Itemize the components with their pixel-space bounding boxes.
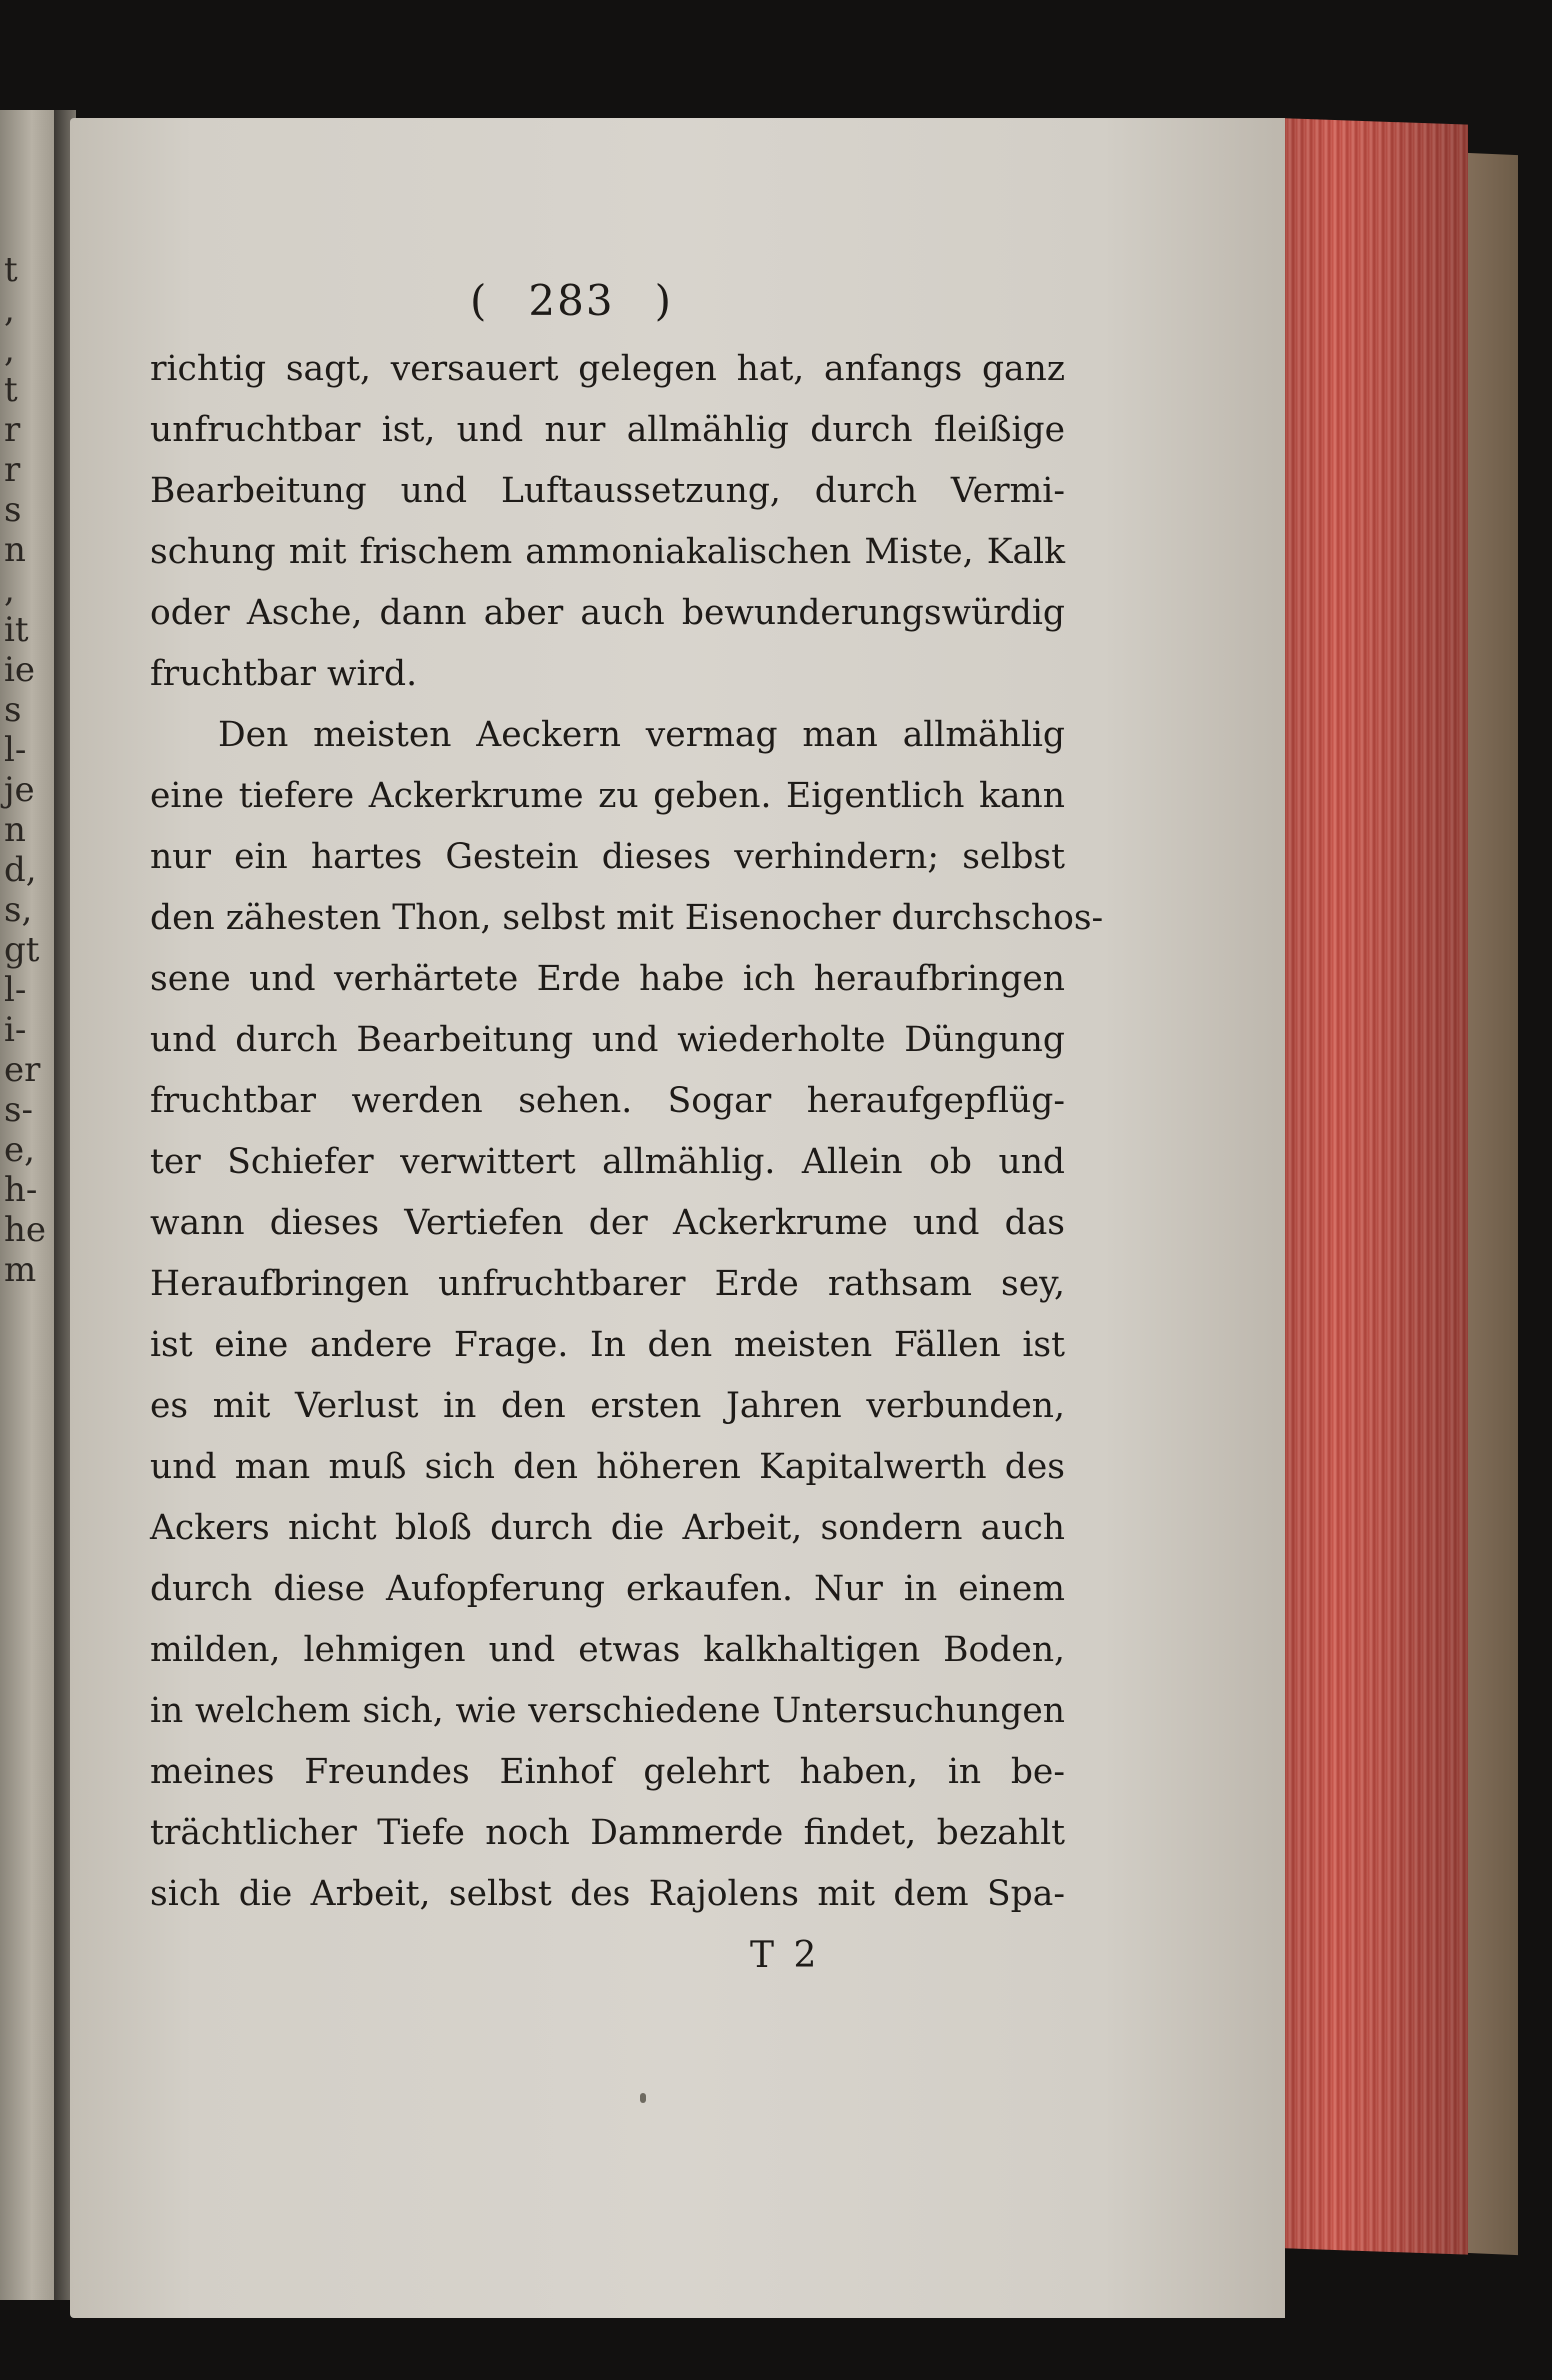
left-margin-char: s (4, 490, 22, 530)
left-margin-char: , (4, 290, 15, 330)
text-line: in welchem sich, wie verschiedene Untersuchungen (150, 1691, 1065, 1731)
text-line: Heraufbringen unfruchtbarer Erde rathsam sey, (150, 1264, 1065, 1304)
left-margin-char: l- (4, 970, 27, 1010)
signature-mark: T 2 (750, 1935, 821, 1976)
page-header (470, 276, 770, 325)
left-margin-char: ie (4, 650, 35, 690)
text-line: Ackers nicht bloß durch die Arbeit, sondern auch (150, 1508, 1065, 1548)
paper-speck (640, 2093, 646, 2103)
text-line: richtig sagt, versauert gelegen hat, anfangs ganz (150, 349, 1065, 389)
left-margin-char: er (4, 1050, 41, 1090)
text-line: milden, lehmigen und etwas kalkhaltigen Boden, (150, 1630, 1065, 1670)
left-margin-char: , (4, 570, 15, 610)
left-margin-char: e, (4, 1130, 35, 1170)
text-line: den zähesten Thon, selbst mit Eisenocher durchschos- (150, 898, 1104, 938)
left-margin-char: je (4, 770, 35, 810)
text-line: es mit Verlust in den ersten Jahren verbunden, (150, 1386, 1065, 1426)
text-line: sene und verhärtete Erde habe ich heraufbringen (150, 959, 1065, 999)
left-margin-char: l- (4, 730, 27, 770)
text-line: meines Freundes Einhof gelehrt haben, in be- (150, 1752, 1065, 1792)
text-line: ter Schiefer verwittert allmählig. Allein ob und (150, 1142, 1065, 1182)
header-close-paren: ) (654, 276, 673, 325)
text-line: wann dieses Vertiefen der Ackerkrume und das (150, 1203, 1065, 1243)
left-margin-char: gt (4, 930, 40, 970)
text-line: eine tiefere Ackerkrume zu geben. Eigentlich kann (150, 776, 1065, 816)
page-number: 283 (528, 276, 615, 325)
text-line: trächtlicher Tiefe noch Dammerde findet, bezahlt (150, 1813, 1065, 1853)
left-margin-char: s, (4, 890, 33, 930)
left-margin-char: , (4, 330, 15, 370)
left-page-margin-text (0, 110, 58, 2300)
left-margin-char: h- (4, 1170, 38, 1210)
left-margin-char: n (4, 530, 26, 570)
left-margin-char: s- (4, 1090, 33, 1130)
text-line: unfruchtbar ist, und nur allmählig durch fleißige (150, 410, 1065, 450)
page-edges-shadow (1278, 118, 1468, 2255)
text-line: schung mit frischem ammoniakalischen Miste, Kalk (150, 532, 1065, 572)
left-margin-char: n (4, 810, 26, 850)
text-line: fruchtbar wird. (150, 654, 418, 694)
left-margin-char: it (4, 610, 29, 650)
left-margin-char: r (4, 450, 21, 490)
left-margin-char: t (4, 250, 18, 290)
left-margin-char: i- (4, 1010, 27, 1050)
left-margin-char: r (4, 410, 21, 450)
left-margin-char: m (4, 1250, 37, 1290)
header-open-paren: ( (470, 276, 489, 325)
text-line: sich die Arbeit, selbst des Rajolens mit dem Spa- (150, 1874, 1065, 1914)
left-margin-char: d, (4, 850, 37, 890)
text-line: fruchtbar werden sehen. Sogar heraufgepflüg- (150, 1081, 1065, 1121)
text-line: oder Asche, dann aber auch bewunderungswürdig (150, 593, 1065, 633)
left-margin-char: t (4, 370, 18, 410)
text-line: Bearbeitung und Luftaussetzung, durch Vermi- (150, 471, 1065, 511)
text-line: nur ein hartes Gestein dieses verhindern; selbst (150, 837, 1065, 877)
text-line: ist eine andere Frage. In den meisten Fällen ist (150, 1325, 1065, 1365)
text-line: und man muß sich den höheren Kapitalwerth des (150, 1447, 1065, 1487)
text-line: durch diese Aufopferung erkaufen. Nur in einem (150, 1569, 1065, 1609)
text-line: und durch Bearbeitung und wiederholte Düngung (150, 1020, 1065, 1060)
left-margin-char: he (4, 1210, 47, 1250)
left-margin-char: s (4, 690, 22, 730)
text-line: Den meisten Aeckern vermag man allmählig (218, 715, 1065, 755)
